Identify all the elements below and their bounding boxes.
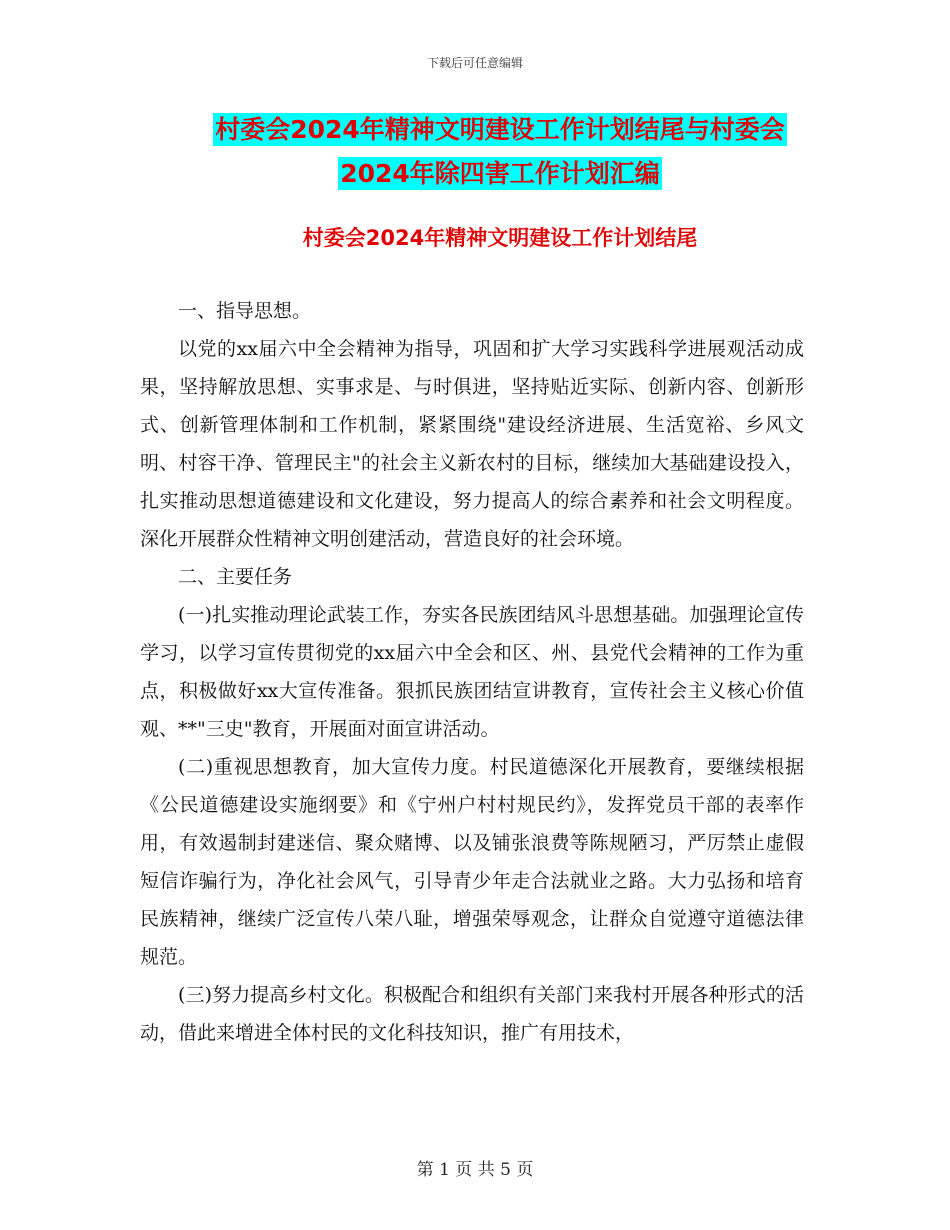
paragraph: 以党的xx届六中全会精神为指导，巩固和扩大学习实践科学进展观活动成果，坚持解放思想、实事求是、与时俱进，坚持贴近实际、创新内容、创新形式、创新管理体制和工作机制，紧紧围绕"建设经济进展、生活宽裕、乡风文明、村容干净、管理民主"的社会主义新农村的目标，继续加大基础建设投入，扎实推动思想道德建设和文化建设，努力提高人的综合素养和社会文明程度。深化开展群众性精神文明创建活动，营造良好的社会环境。 [140, 338, 804, 550]
title-line-1: 村委会2024年精神文明建设工作计划结尾与村委会 [215, 115, 785, 144]
section-title: 村委会2024年精神文明建设工作计划结尾 [302, 226, 698, 250]
paragraph: 一、指导思想。 [178, 300, 312, 322]
header-note: 下载后可任意编辑 [426, 56, 523, 70]
paragraph: (二)重视思想教育，加大宣传力度。村民道德深化开展教育，要继续根据《公民道德建设实施纲要》和《宁州户村村规民约》，发挥党员干部的表率作用，有效遏制封建迷信、聚众赌博、以及铺张浪费等陈规陋习，严厉禁止虚假短信诈骗行为，净化社会风气，引导青少年走合法就业之路。大力弘扬和培育民族精神，继续广泛宣传八荣八耻，增强荣辱观念，让群众自觉遵守道德法律规范。 [140, 756, 804, 968]
title-line-2: 2024年除四害工作计划汇编 [340, 159, 660, 188]
body-text [140, 292, 804, 1052]
page-footer: 第 1 页 共 5 页 [416, 1160, 534, 1180]
document-title [140, 108, 860, 196]
paragraph: (一)扎实推动理论武装工作，夯实各民族团结风斗思想基础。加强理论宣传学习，以学习宣传贯彻党的xx届六中全会和区、州、县党代会精神的工作为重点，积极做好xx大宣传准备。狠抓民族团结宣讲教育，宣传社会主义核心价值观、**"三史"教育，开展面对面宣讲活动。 [140, 604, 804, 740]
paragraph: (三)努力提高乡村文化。积极配合和组织有关部门来我村开展各种形式的活动，借此来增进全体村民的文化科技知识，推广有用技术， [140, 984, 804, 1044]
paragraph: 二、主要任务 [178, 566, 293, 588]
